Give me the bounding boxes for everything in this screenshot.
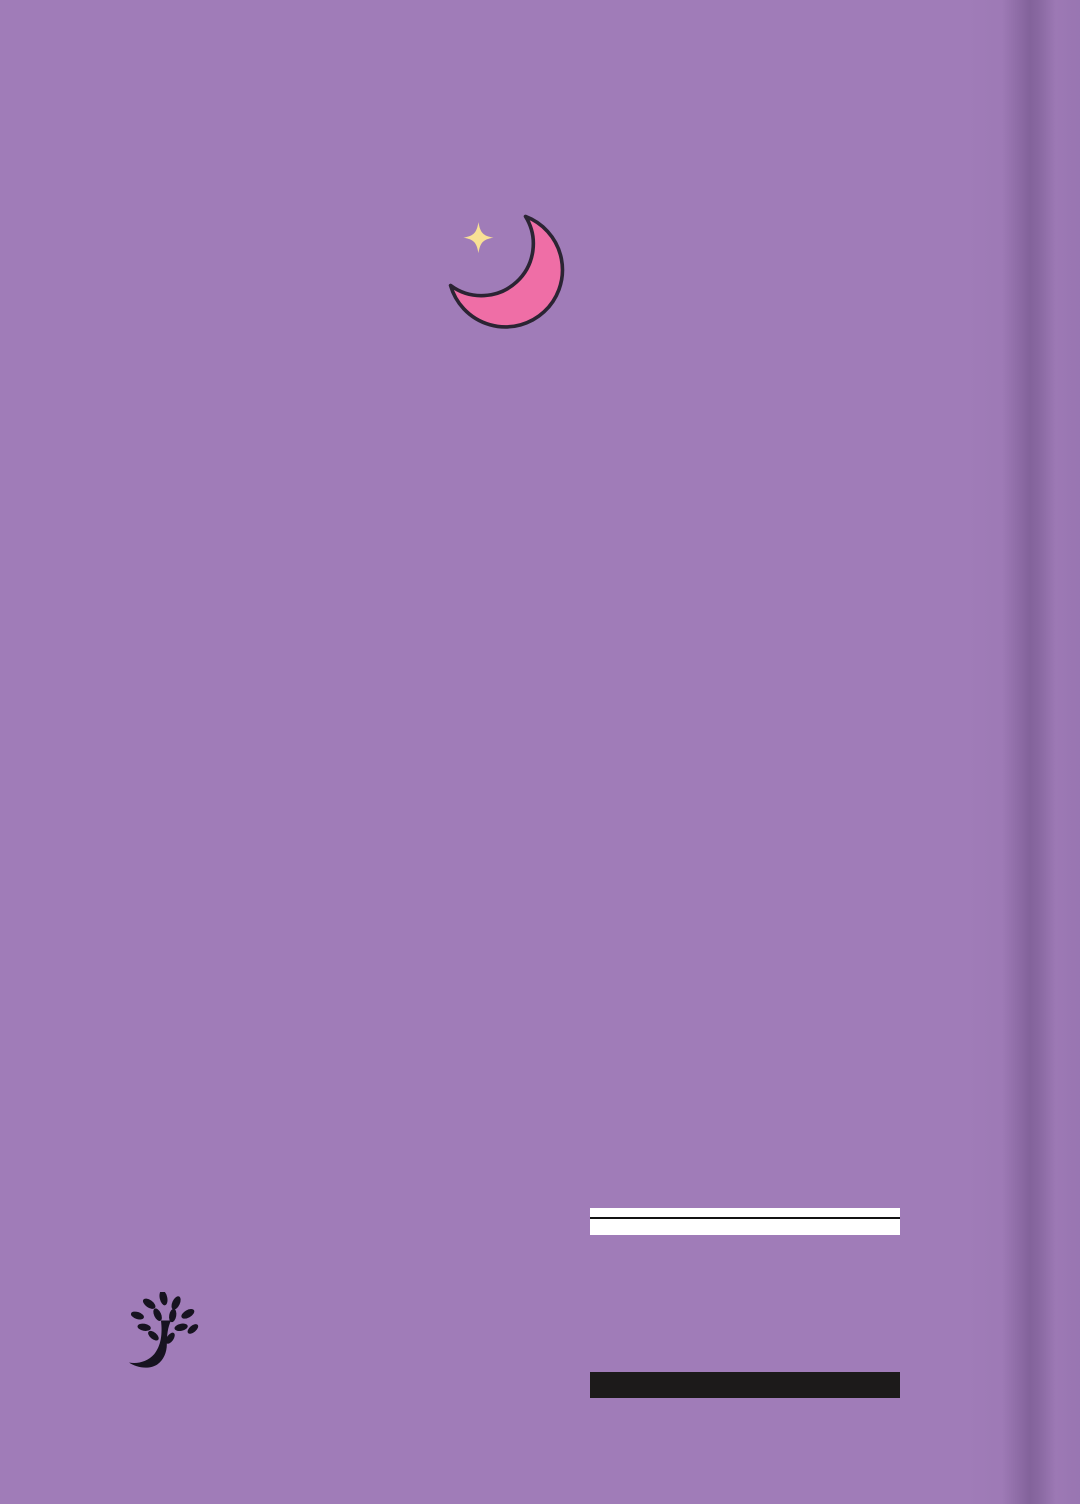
crescent-moon-shape <box>451 216 563 326</box>
cover-hinge-shading <box>960 0 1080 1504</box>
publisher-text <box>212 1332 452 1338</box>
barcode-row <box>590 1227 900 1235</box>
crescent-moon-icon <box>438 192 578 332</box>
isbn-label <box>602 1219 887 1227</box>
sparkle-icon <box>463 222 493 253</box>
category-banner <box>590 1372 900 1398</box>
price-label <box>590 1208 900 1219</box>
barcode-label <box>590 1208 900 1235</box>
tree-icon <box>124 1292 208 1376</box>
moon-illustration <box>438 192 578 332</box>
